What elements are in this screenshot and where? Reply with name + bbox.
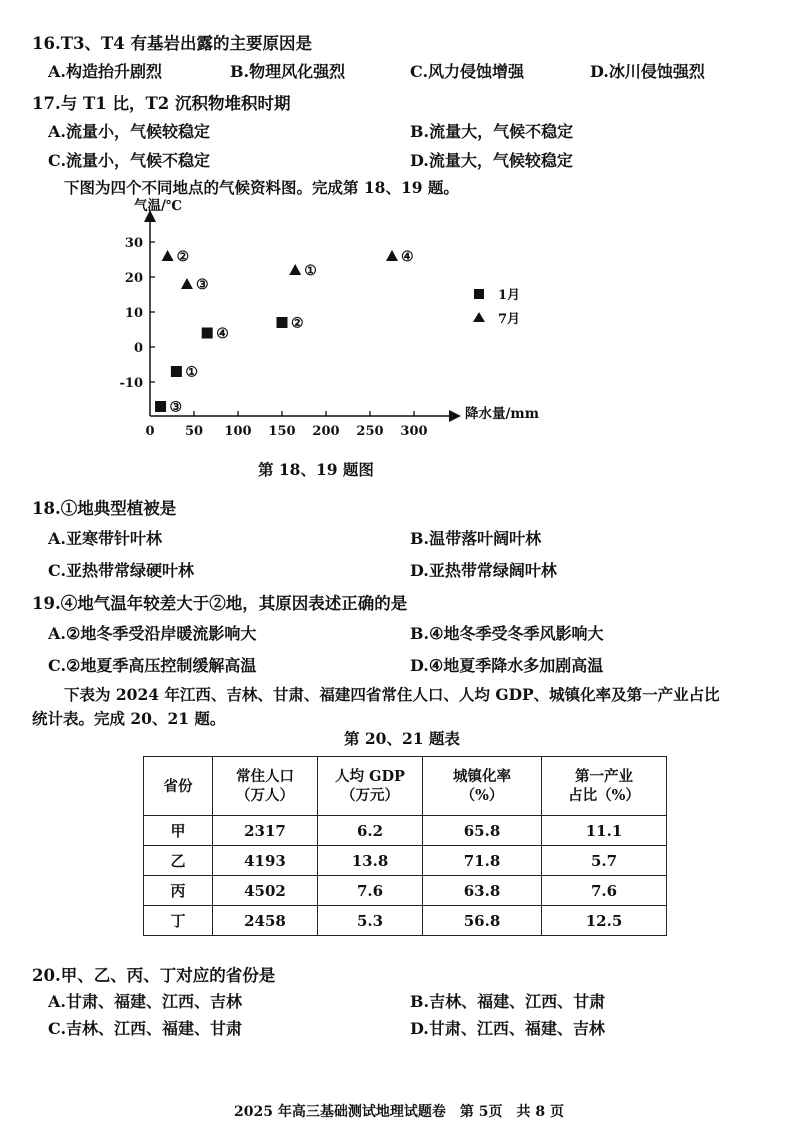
cell-urbanization: 56.8 — [423, 906, 542, 936]
intro-20-21-line1: 下表为 2024 年江西、吉林、甘肃、福建四省常住人口、人均 GDP、城镇化率及第一产业占比 — [64, 685, 720, 704]
cell-population: 4502 — [213, 876, 318, 906]
y-tick-label: 10 — [124, 306, 143, 321]
q16-option-a: A.构造抬升剧烈 — [48, 62, 162, 81]
point-label: ① — [304, 263, 317, 279]
y-tick-label: 30 — [124, 236, 143, 251]
table-row — [144, 906, 667, 936]
q19-stem: 19.④地气温年较差大于②地，其原因表述正确的是 — [32, 594, 408, 613]
cell-population: 4193 — [213, 846, 318, 876]
chart-caption: 第 18、19 题图 — [258, 460, 374, 479]
q19-option-d: D.④地夏季降水多加剧高温 — [410, 656, 604, 675]
q19-option-b: B.④地冬季受冬季风影响大 — [410, 624, 604, 643]
january-point-① — [171, 366, 182, 377]
intro-18-19: 下图为四个不同地点的气候资料图。完成第 18、19 题。 — [64, 178, 459, 197]
q20-stem: 20.甲、乙、丙、丁对应的省份是 — [32, 966, 276, 985]
province-statistics-table — [143, 756, 667, 936]
x-tick-label: 150 — [268, 424, 296, 439]
x-tick-label: 100 — [224, 424, 252, 439]
x-tick-label: 0 — [145, 424, 155, 439]
january-point-② — [277, 317, 288, 328]
table-row — [144, 816, 667, 846]
cell-population: 2458 — [213, 906, 318, 936]
legend-marker-july — [473, 312, 485, 322]
page-footer: 2025 年高三基础测试地理试题卷 第 5页 共 8 页 — [234, 1104, 564, 1120]
y-tick-label: 20 — [124, 271, 143, 286]
x-tick-label: 200 — [312, 424, 340, 439]
point-label: ① — [185, 364, 198, 381]
x-tick-label: 250 — [356, 424, 384, 439]
q19-option-a: A.②地冬季受沿岸暖流影响大 — [48, 624, 257, 643]
q16-stem: 16.T3、T4 有基岩出露的主要原因是 — [32, 34, 312, 53]
table-row — [144, 876, 667, 906]
q17-option-c: C.流量小，气候不稳定 — [48, 151, 211, 170]
q17-stem: 17.与 T1 比，T2 沉积物堆积时期 — [32, 94, 291, 113]
x-axis-label: 降水量/mm — [465, 406, 539, 422]
q18-option-c: C.亚热带常绿硬叶林 — [48, 561, 195, 580]
point-label: ④ — [401, 249, 414, 265]
q20-option-b: B.吉林、福建、江西、甘肃 — [410, 992, 606, 1011]
x-tick-label: 300 — [400, 424, 428, 439]
q18-option-a: A.亚寒带针叶林 — [48, 529, 162, 548]
cell-province: 丁 — [144, 906, 213, 936]
x-tick-label: 50 — [184, 424, 204, 439]
header-population: 常住人口 （万人） — [213, 757, 318, 816]
header-urbanization-rate: 城镇化率 （%） — [423, 757, 542, 816]
q18-option-b: B.温带落叶阔叶林 — [410, 529, 542, 548]
point-label: ② — [176, 249, 190, 265]
table-row — [144, 846, 667, 876]
q16-option-b: B.物理风化强烈 — [230, 62, 346, 81]
january-point-④ — [202, 328, 213, 339]
cell-province: 乙 — [144, 846, 213, 876]
q16-option-d: D.冰川侵蚀强烈 — [590, 62, 705, 81]
cell-gdp: 13.8 — [318, 846, 423, 876]
cell-primary-share: 11.1 — [542, 816, 667, 846]
table-header-row — [144, 757, 667, 816]
q18-option-d: D.亚热带常绿阔叶林 — [410, 561, 557, 580]
cell-population: 2317 — [213, 816, 318, 846]
q20-option-a: A.甘肃、福建、江西、吉林 — [48, 992, 242, 1011]
cell-urbanization: 65.8 — [423, 816, 542, 846]
cell-urbanization: 63.8 — [423, 876, 542, 906]
cell-province: 甲 — [144, 816, 213, 846]
cell-primary-share: 12.5 — [542, 906, 667, 936]
cell-gdp: 5.3 — [318, 906, 423, 936]
july-point-② — [162, 250, 174, 261]
july-point-③ — [181, 278, 193, 289]
point-label: ③ — [169, 399, 183, 416]
table-caption: 第 20、21 题表 — [344, 729, 460, 748]
y-tick-label: -10 — [119, 376, 143, 391]
point-label: ③ — [195, 277, 209, 293]
q16-option-c: C.风力侵蚀增强 — [410, 62, 525, 81]
y-tick-label: 0 — [133, 341, 143, 356]
q18-stem: 18.①地典型植被是 — [32, 499, 177, 518]
july-point-① — [289, 264, 301, 275]
q17-option-d: D.流量大，气候较稳定 — [410, 151, 573, 170]
q17-option-a: A.流量小，气候较稳定 — [48, 122, 210, 141]
cell-primary-share: 7.6 — [542, 876, 667, 906]
header-gdp-per-capita: 人均 GDP （万元） — [318, 757, 423, 816]
q20-option-c: C.吉林、江西、福建、甘肃 — [48, 1019, 243, 1038]
header-primary-industry-share: 第一产业 占比（%） — [542, 757, 667, 816]
july-point-④ — [386, 250, 398, 261]
climate-scatter-chart — [100, 195, 580, 495]
cell-province: 丙 — [144, 876, 213, 906]
point-label: ④ — [216, 326, 229, 342]
q19-option-c: C.②地夏季高压控制缓解高温 — [48, 656, 257, 675]
q17-option-b: B.流量大，气候不稳定 — [410, 122, 574, 141]
legend-marker-january — [474, 289, 484, 299]
cell-gdp: 7.6 — [318, 876, 423, 906]
header-province: 省份 — [144, 757, 213, 816]
point-label: ② — [291, 315, 304, 332]
cell-primary-share: 5.7 — [542, 846, 667, 876]
legend-label-january: 1月 — [498, 288, 521, 303]
legend-label-july: 7月 — [498, 312, 521, 327]
cell-gdp: 6.2 — [318, 816, 423, 846]
y-axis-label: 气温/℃ — [134, 198, 183, 214]
january-point-③ — [155, 401, 166, 412]
cell-urbanization: 71.8 — [423, 846, 542, 876]
q20-option-d: D.甘肃、江西、福建、吉林 — [410, 1019, 605, 1038]
intro-20-21-line2: 统计表。完成 20、21 题。 — [32, 709, 226, 728]
